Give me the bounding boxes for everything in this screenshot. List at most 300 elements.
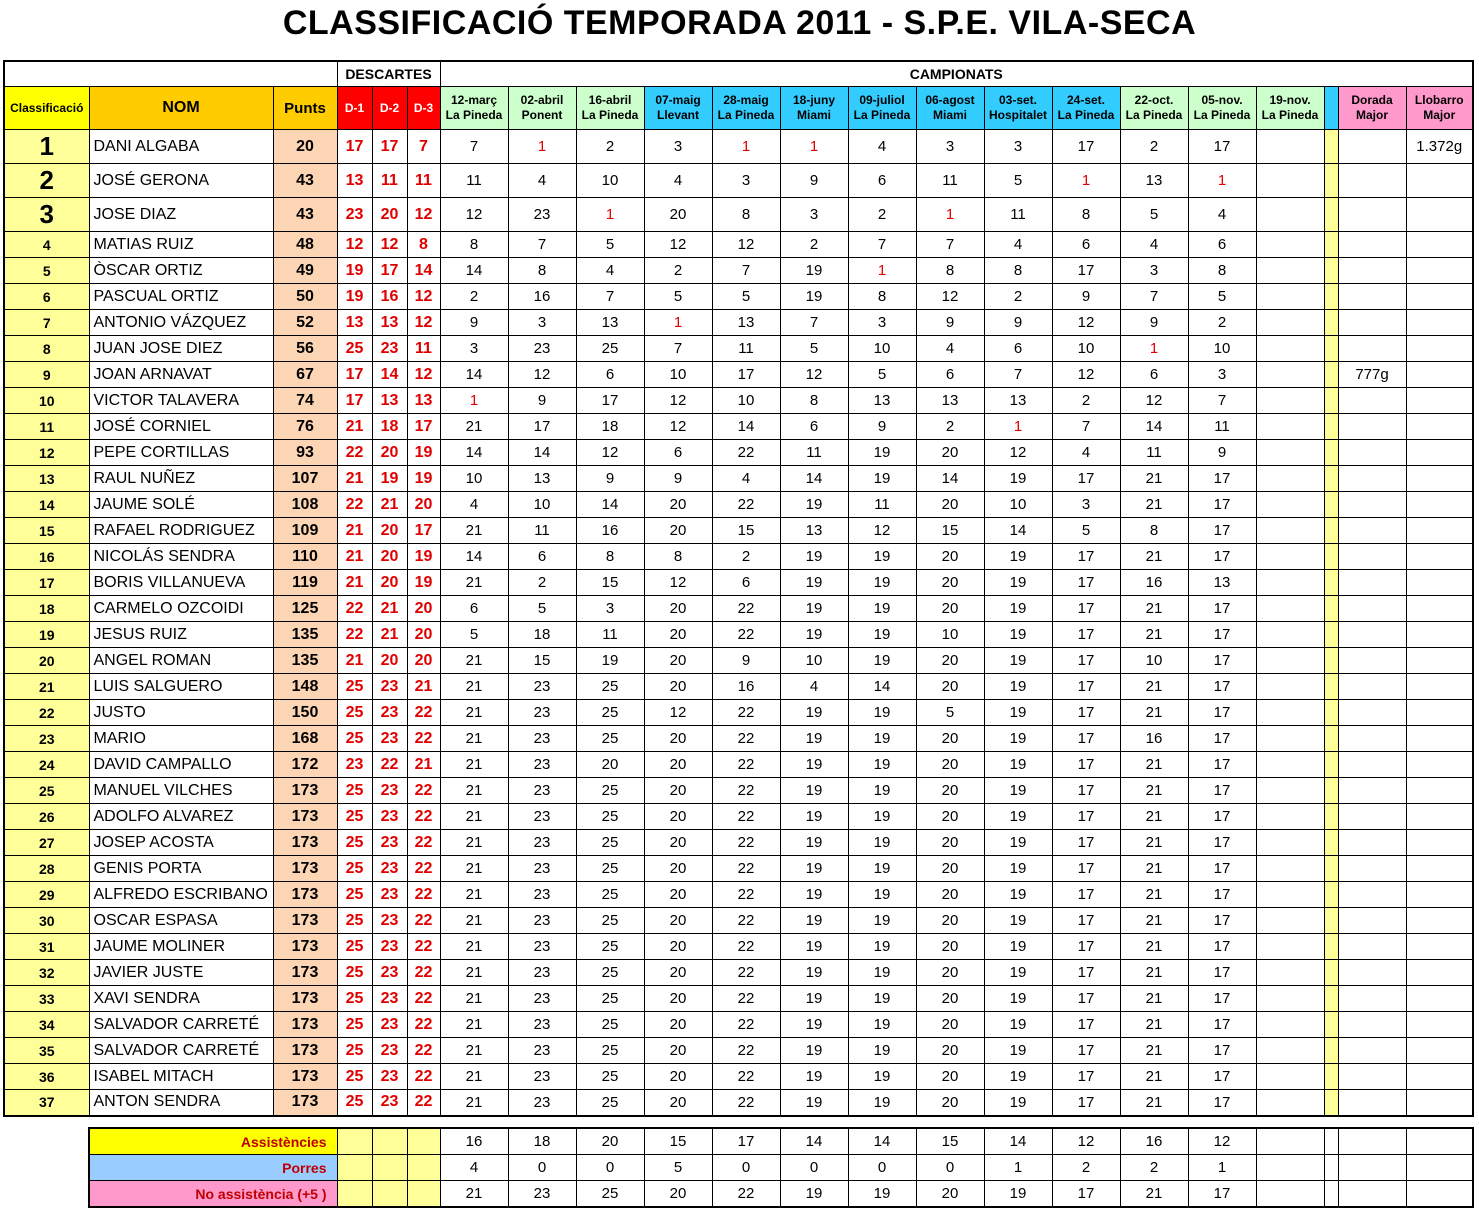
result-cell: 22 xyxy=(712,1090,780,1116)
discard-cell: 21 xyxy=(337,648,372,674)
result-cell: 2 xyxy=(1052,388,1120,414)
result-cell: 12 xyxy=(508,362,576,388)
separator-cell xyxy=(1324,232,1338,258)
dorada-cell xyxy=(1338,648,1406,674)
name-cell: JAUME SOLÉ xyxy=(89,492,273,518)
summary-table xyxy=(88,1127,1474,1208)
result-cell: 8 xyxy=(508,258,576,284)
result-cell: 10 xyxy=(644,362,712,388)
summary-extra-cell xyxy=(1406,1155,1473,1181)
position-cell: 4 xyxy=(4,232,89,258)
result-cell: 20 xyxy=(916,492,984,518)
position-cell: 32 xyxy=(4,960,89,986)
result-cell: 25 xyxy=(576,986,644,1012)
discard-cell: 22 xyxy=(407,1038,440,1064)
discard-cell: 8 xyxy=(407,232,440,258)
result-cell xyxy=(1256,440,1324,466)
result-cell: 17 xyxy=(1052,596,1120,622)
result-cell: 5 xyxy=(1120,198,1188,232)
discard-cell: 21 xyxy=(407,752,440,778)
separator-cell xyxy=(1324,310,1338,336)
result-cell: 9 xyxy=(644,466,712,492)
name-cell: PASCUAL ORTIZ xyxy=(89,284,273,310)
table-row xyxy=(4,198,1473,232)
name-cell: VICTOR TALAVERA xyxy=(89,388,273,414)
dorada-cell xyxy=(1338,908,1406,934)
name-cell: SALVADOR CARRETÉ xyxy=(89,1012,273,1038)
result-cell: 23 xyxy=(508,908,576,934)
result-cell: 22 xyxy=(712,622,780,648)
result-cell: 19 xyxy=(984,1012,1052,1038)
result-cell: 19 xyxy=(848,648,916,674)
competition-header xyxy=(644,87,712,130)
dorada-cell xyxy=(1338,388,1406,414)
result-cell: 3 xyxy=(440,336,508,362)
result-cell: 20 xyxy=(644,198,712,232)
result-cell: 14 xyxy=(440,440,508,466)
points-cell: 150 xyxy=(273,700,337,726)
dorada-cell xyxy=(1338,1038,1406,1064)
result-cell xyxy=(1256,1038,1324,1064)
result-cell: 15 xyxy=(916,518,984,544)
result-cell: 17 xyxy=(1052,700,1120,726)
result-cell: 20 xyxy=(644,908,712,934)
dorada-cell xyxy=(1338,804,1406,830)
separator-cell xyxy=(1324,544,1338,570)
result-cell: 21 xyxy=(440,1064,508,1090)
competition-date: 06-agost xyxy=(925,93,975,107)
result-cell: 19 xyxy=(576,648,644,674)
discard-cell: 23 xyxy=(372,908,407,934)
result-cell: 17 xyxy=(1052,1090,1120,1116)
result-cell: 17 xyxy=(1052,752,1120,778)
result-cell xyxy=(1256,960,1324,986)
result-cell: 20 xyxy=(916,648,984,674)
result-cell: 20 xyxy=(644,492,712,518)
points-cell: 173 xyxy=(273,804,337,830)
result-cell: 23 xyxy=(508,804,576,830)
separator-cell xyxy=(1324,258,1338,284)
summary-label: Assistències xyxy=(89,1128,337,1155)
result-cell xyxy=(1256,310,1324,336)
llobarro-cell xyxy=(1406,752,1473,778)
llobarro-major-header xyxy=(1406,87,1473,130)
dorada-cell xyxy=(1338,1090,1406,1116)
result-cell: 4 xyxy=(984,232,1052,258)
position-cell: 13 xyxy=(4,466,89,492)
result-cell: 23 xyxy=(508,882,576,908)
result-cell xyxy=(1256,934,1324,960)
result-cell: 21 xyxy=(440,752,508,778)
result-cell: 20 xyxy=(916,544,984,570)
dorada-cell xyxy=(1338,310,1406,336)
discard-cell: 22 xyxy=(407,986,440,1012)
result-cell xyxy=(1256,596,1324,622)
result-cell: 5 xyxy=(508,596,576,622)
name-cell: JOAN ARNAVAT xyxy=(89,362,273,388)
name-cell: JOSEP ACOSTA xyxy=(89,830,273,856)
result-cell: 11 xyxy=(576,622,644,648)
competition-place: La Pineda xyxy=(853,108,911,122)
result-cell: 19 xyxy=(780,830,848,856)
nom-header: NOM xyxy=(89,87,273,130)
result-cell: 13 xyxy=(508,466,576,492)
result-cell: 19 xyxy=(984,570,1052,596)
summary-value-cell: 14 xyxy=(984,1128,1052,1155)
result-cell: 19 xyxy=(848,778,916,804)
summary-value-cell: 0 xyxy=(780,1155,848,1181)
name-cell: ALFREDO ESCRIBANO xyxy=(89,882,273,908)
result-cell: 6 xyxy=(780,414,848,440)
competition-place: Hospitalet xyxy=(988,108,1047,122)
summary-value-cell: 12 xyxy=(1188,1128,1256,1155)
name-cell: JUSTO xyxy=(89,700,273,726)
result-cell: 23 xyxy=(508,700,576,726)
result-cell: 21 xyxy=(440,1090,508,1116)
separator-cell xyxy=(1324,596,1338,622)
result-cell: 23 xyxy=(508,986,576,1012)
position-cell: 3 xyxy=(4,198,89,232)
result-cell: 21 xyxy=(440,1012,508,1038)
result-cell: 20 xyxy=(644,882,712,908)
discard-cell: 21 xyxy=(337,414,372,440)
result-cell: 7 xyxy=(440,130,508,164)
result-cell xyxy=(1256,414,1324,440)
name-cell: MATIAS RUIZ xyxy=(89,232,273,258)
result-cell: 19 xyxy=(984,648,1052,674)
discard-cell: 20 xyxy=(372,570,407,596)
separator-cell xyxy=(1324,700,1338,726)
llobarro-cell xyxy=(1406,726,1473,752)
result-cell: 7 xyxy=(916,232,984,258)
position-cell: 9 xyxy=(4,362,89,388)
result-cell: 3 xyxy=(984,130,1052,164)
llobarro-cell xyxy=(1406,622,1473,648)
separator-cell xyxy=(1324,1181,1338,1208)
result-cell: 21 xyxy=(1120,466,1188,492)
result-cell: 11 xyxy=(508,518,576,544)
summary-value-cell: 4 xyxy=(440,1155,508,1181)
result-cell: 14 xyxy=(440,544,508,570)
result-cell: 6 xyxy=(644,440,712,466)
result-cell: 19 xyxy=(848,1064,916,1090)
result-cell: 6 xyxy=(916,362,984,388)
dorada-cell xyxy=(1338,700,1406,726)
extra-header-line: Major xyxy=(1423,108,1456,122)
summary-value-cell: 17 xyxy=(1188,1181,1256,1208)
result-cell: 22 xyxy=(712,1064,780,1090)
dorada-cell xyxy=(1338,882,1406,908)
result-cell: 17 xyxy=(1052,1038,1120,1064)
result-cell: 10 xyxy=(508,492,576,518)
blank-cell xyxy=(4,61,337,87)
result-cell: 23 xyxy=(508,1012,576,1038)
discard-cell: 12 xyxy=(407,284,440,310)
result-cell: 25 xyxy=(576,336,644,362)
result-cell: 16 xyxy=(1120,570,1188,596)
result-cell xyxy=(1256,648,1324,674)
table-row xyxy=(4,674,1473,700)
summary-value-cell: 0 xyxy=(848,1155,916,1181)
dorada-cell xyxy=(1338,596,1406,622)
dorada-cell xyxy=(1338,466,1406,492)
separator-cell xyxy=(1324,778,1338,804)
discard-cell: 20 xyxy=(372,518,407,544)
table-row xyxy=(4,518,1473,544)
llobarro-cell xyxy=(1406,778,1473,804)
result-cell: 17 xyxy=(712,362,780,388)
discard-cell: 12 xyxy=(407,198,440,232)
result-cell: 19 xyxy=(848,804,916,830)
discard-cell: 11 xyxy=(407,336,440,362)
result-cell xyxy=(1256,908,1324,934)
result-cell: 20 xyxy=(916,960,984,986)
table-row xyxy=(4,752,1473,778)
result-cell xyxy=(1256,232,1324,258)
points-cell: 173 xyxy=(273,882,337,908)
result-cell: 17 xyxy=(1188,492,1256,518)
dorada-cell xyxy=(1338,960,1406,986)
group-header-row xyxy=(4,61,1473,87)
discard-cell: 13 xyxy=(407,388,440,414)
discard-cell: 17 xyxy=(337,130,372,164)
result-cell: 9 xyxy=(440,310,508,336)
result-cell: 21 xyxy=(440,830,508,856)
discard-cell: 22 xyxy=(407,856,440,882)
result-cell: 23 xyxy=(508,856,576,882)
result-cell: 17 xyxy=(1188,596,1256,622)
summary-value-cell xyxy=(1256,1128,1324,1155)
result-cell: 19 xyxy=(984,856,1052,882)
result-cell xyxy=(1256,570,1324,596)
result-cell: 17 xyxy=(1052,622,1120,648)
result-cell: 21 xyxy=(1120,856,1188,882)
separator-cell xyxy=(1324,830,1338,856)
result-cell: 19 xyxy=(780,284,848,310)
position-cell: 29 xyxy=(4,882,89,908)
result-cell: 17 xyxy=(1188,960,1256,986)
llobarro-cell xyxy=(1406,164,1473,198)
result-cell: 4 xyxy=(780,674,848,700)
result-cell: 12 xyxy=(984,440,1052,466)
result-cell: 13 xyxy=(848,388,916,414)
position-cell: 37 xyxy=(4,1090,89,1116)
result-cell: 20 xyxy=(644,726,712,752)
table-row xyxy=(4,466,1473,492)
result-cell: 20 xyxy=(644,1090,712,1116)
discard-cell: 22 xyxy=(407,960,440,986)
separator-cell xyxy=(1324,1038,1338,1064)
result-cell: 19 xyxy=(780,570,848,596)
result-cell: 9 xyxy=(576,466,644,492)
result-cell: 19 xyxy=(984,1064,1052,1090)
result-cell: 17 xyxy=(1188,518,1256,544)
llobarro-cell xyxy=(1406,960,1473,986)
result-cell: 17 xyxy=(576,388,644,414)
descartes-header: DESCARTES xyxy=(337,61,440,87)
name-cell: JAUME MOLINER xyxy=(89,934,273,960)
result-cell: 17 xyxy=(1188,1012,1256,1038)
points-cell: 93 xyxy=(273,440,337,466)
result-cell: 8 xyxy=(780,388,848,414)
result-cell: 1 xyxy=(848,258,916,284)
result-cell: 20 xyxy=(644,518,712,544)
points-cell: 173 xyxy=(273,960,337,986)
discard-cell: 21 xyxy=(337,570,372,596)
llobarro-cell xyxy=(1406,674,1473,700)
name-cell: ÒSCAR ORTIZ xyxy=(89,258,273,284)
result-cell: 19 xyxy=(848,440,916,466)
result-cell: 3 xyxy=(1052,492,1120,518)
result-cell: 9 xyxy=(1052,284,1120,310)
competition-header xyxy=(1120,87,1188,130)
table-row xyxy=(4,934,1473,960)
result-cell: 5 xyxy=(644,284,712,310)
dorada-cell: 777g xyxy=(1338,362,1406,388)
table-row xyxy=(4,1090,1473,1116)
discard-cell: 20 xyxy=(407,622,440,648)
result-cell: 7 xyxy=(1120,284,1188,310)
separator-cell xyxy=(1324,570,1338,596)
result-cell: 18 xyxy=(576,414,644,440)
result-cell: 17 xyxy=(1052,882,1120,908)
result-cell: 21 xyxy=(440,570,508,596)
position-cell: 36 xyxy=(4,1064,89,1090)
result-cell: 5 xyxy=(984,164,1052,198)
summary-discard-cell xyxy=(407,1155,440,1181)
separator-cell xyxy=(1324,622,1338,648)
separator-cell xyxy=(1324,440,1338,466)
result-cell: 21 xyxy=(1120,674,1188,700)
result-cell: 19 xyxy=(984,1038,1052,1064)
result-cell: 4 xyxy=(440,492,508,518)
discard-cell: 23 xyxy=(372,804,407,830)
result-cell: 5 xyxy=(1188,284,1256,310)
discard-cell: 13 xyxy=(372,310,407,336)
result-cell: 8 xyxy=(984,258,1052,284)
table-row xyxy=(4,414,1473,440)
result-cell: 20 xyxy=(644,648,712,674)
result-cell: 19 xyxy=(848,934,916,960)
position-cell: 15 xyxy=(4,518,89,544)
result-cell xyxy=(1256,1064,1324,1090)
discard-cell: 20 xyxy=(407,648,440,674)
table-row xyxy=(4,856,1473,882)
competition-date: 24-set. xyxy=(1066,93,1106,107)
result-cell: 10 xyxy=(780,648,848,674)
result-cell: 11 xyxy=(916,164,984,198)
result-cell: 18 xyxy=(508,622,576,648)
result-cell: 20 xyxy=(644,622,712,648)
discard-cell: 23 xyxy=(372,1064,407,1090)
result-cell: 17 xyxy=(1052,934,1120,960)
llobarro-cell xyxy=(1406,362,1473,388)
result-cell: 25 xyxy=(576,700,644,726)
name-cell: JOSÉ CORNIEL xyxy=(89,414,273,440)
result-cell: 11 xyxy=(1120,440,1188,466)
result-cell: 21 xyxy=(440,726,508,752)
discard-cell: 22 xyxy=(337,440,372,466)
result-cell: 10 xyxy=(848,336,916,362)
table-row xyxy=(4,1038,1473,1064)
result-cell: 20 xyxy=(916,1012,984,1038)
result-cell: 12 xyxy=(1052,362,1120,388)
separator-cell xyxy=(1324,1090,1338,1116)
competition-header xyxy=(440,87,508,130)
result-cell: 12 xyxy=(712,232,780,258)
result-cell: 19 xyxy=(848,700,916,726)
llobarro-cell xyxy=(1406,804,1473,830)
result-cell: 3 xyxy=(1120,258,1188,284)
result-cell: 22 xyxy=(712,986,780,1012)
discard-cell: 22 xyxy=(372,752,407,778)
dorada-cell xyxy=(1338,336,1406,362)
result-cell: 3 xyxy=(576,596,644,622)
position-cell: 12 xyxy=(4,440,89,466)
result-cell: 2 xyxy=(576,130,644,164)
points-cell: 173 xyxy=(273,1064,337,1090)
table-row xyxy=(4,908,1473,934)
result-cell xyxy=(1256,986,1324,1012)
result-cell: 17 xyxy=(1052,804,1120,830)
result-cell: 23 xyxy=(508,830,576,856)
summary-extra-cell xyxy=(1338,1155,1406,1181)
result-cell: 15 xyxy=(712,518,780,544)
result-cell: 4 xyxy=(712,466,780,492)
table-row xyxy=(4,440,1473,466)
result-cell: 9 xyxy=(984,310,1052,336)
dorada-cell xyxy=(1338,440,1406,466)
result-cell: 8 xyxy=(644,544,712,570)
competition-header xyxy=(508,87,576,130)
discard-cell: 25 xyxy=(337,1038,372,1064)
competition-place: La Pineda xyxy=(717,108,775,122)
result-cell: 8 xyxy=(1120,518,1188,544)
discard-cell: 25 xyxy=(337,674,372,700)
competition-date: 22-oct. xyxy=(1134,93,1174,107)
points-cell: 119 xyxy=(273,570,337,596)
result-cell: 21 xyxy=(440,1038,508,1064)
separator-cell xyxy=(1324,284,1338,310)
llobarro-cell xyxy=(1406,830,1473,856)
result-cell: 1 xyxy=(1120,336,1188,362)
result-cell: 2 xyxy=(1120,130,1188,164)
result-cell: 12 xyxy=(644,388,712,414)
result-cell: 20 xyxy=(916,752,984,778)
separator-cell xyxy=(1324,492,1338,518)
discard-cell: 7 xyxy=(407,130,440,164)
competition-header xyxy=(1188,87,1256,130)
discard-cell: 20 xyxy=(372,198,407,232)
result-cell xyxy=(1256,284,1324,310)
summary-extra-cell xyxy=(1338,1128,1406,1155)
position-cell: 33 xyxy=(4,986,89,1012)
table-row xyxy=(4,986,1473,1012)
result-cell: 14 xyxy=(576,492,644,518)
result-cell: 17 xyxy=(1188,804,1256,830)
result-cell: 6 xyxy=(440,596,508,622)
name-cell: PEPE CORTILLAS xyxy=(89,440,273,466)
llobarro-cell xyxy=(1406,856,1473,882)
llobarro-cell xyxy=(1406,908,1473,934)
result-cell: 19 xyxy=(780,1064,848,1090)
points-cell: 49 xyxy=(273,258,337,284)
result-cell: 17 xyxy=(1052,726,1120,752)
result-cell: 19 xyxy=(984,934,1052,960)
dorada-cell xyxy=(1338,778,1406,804)
discard-cell: 23 xyxy=(372,778,407,804)
position-cell: 6 xyxy=(4,284,89,310)
